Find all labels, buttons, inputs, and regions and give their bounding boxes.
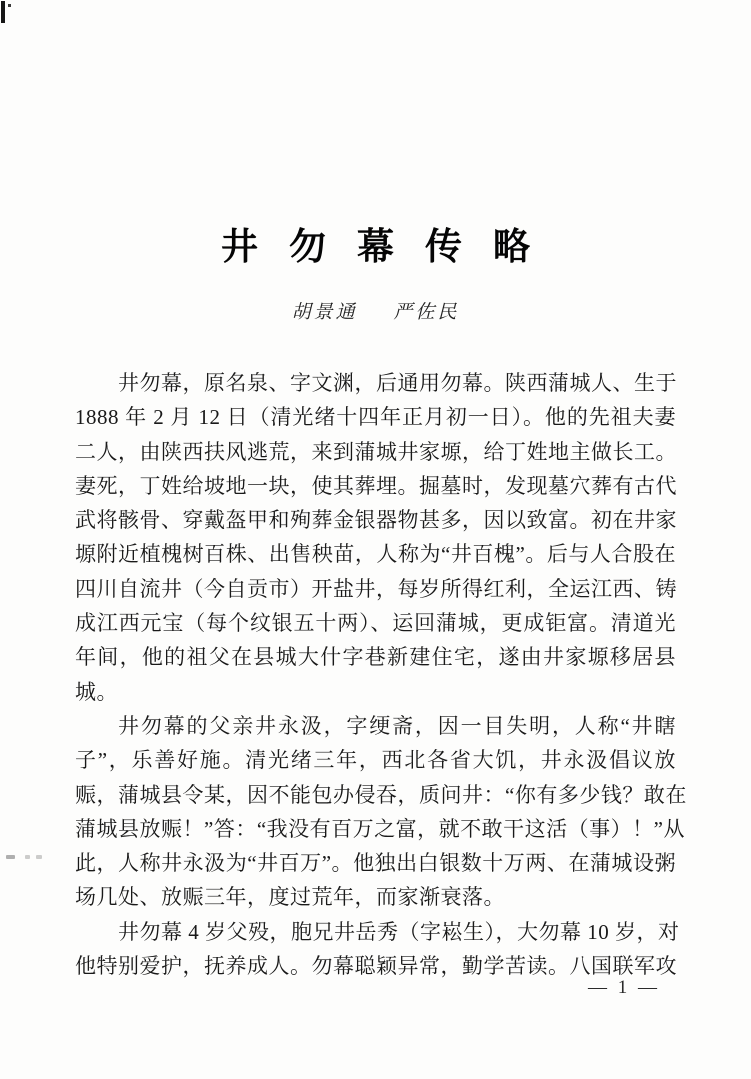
text-line: 城。 bbox=[75, 679, 118, 704]
text-line: 他特别爱护，抚养成人。勿幕聪颖异常，勤学苦读。八国联军攻 bbox=[75, 954, 677, 979]
page-number: — 1 — bbox=[588, 977, 660, 998]
text-line: 井勿幕的父亲井永汲，字绠斋，因一目失明，人称“井瞎 bbox=[118, 713, 676, 738]
text-line: 井勿幕，原名泉、字文渊，后通用勿幕。陕西蒲城人、生于 bbox=[118, 371, 677, 395]
text-line: 年间，他的祖父在县城大什字巷新建住宅，遂由井家塬移居县 bbox=[75, 645, 676, 670]
text-line: 赈，蒲城县令某，因不能包办侵吞，质问井：“你有多少钱？敢在 bbox=[75, 782, 687, 807]
author-name-1: 胡景通 bbox=[291, 302, 358, 323]
text-line: 妻死，丁姓给坡地一块，使其葬埋。掘墓时，发现墓穴葬有古代 bbox=[75, 473, 677, 498]
text-line: 塬附近植槐树百株、出售秧苗，人称为“井百槐”。后与人合股在 bbox=[75, 542, 676, 567]
body-text bbox=[75, 366, 687, 983]
authors-line bbox=[0, 297, 751, 324]
text-line: 蒲城县放赈！”答：“我没有百万之富，就不敢干这活（事）！”从 bbox=[75, 816, 685, 841]
text-line: 子”，乐善好施。清光绪三年，西北各省大饥，井永汲倡议放 bbox=[75, 748, 676, 773]
text-line: 此，人称井永汲为“井百万”。他独出白银数十万两、在蒲城设粥 bbox=[75, 851, 676, 876]
text-line: 场几处、放赈三年，度过荒年，而家渐衰落。 bbox=[75, 885, 505, 910]
text-line: 四川自流井（今自贡市）开盐井，每岁所得红利，全运江西、铸 bbox=[75, 576, 677, 601]
scan-artifact-topleft bbox=[1, 1, 5, 23]
author-name-2: 严佐民 bbox=[393, 302, 460, 323]
scan-artifact-margin bbox=[6, 853, 50, 861]
text-line: 1888 年 2 月 12 日（清光绪十四年正月初一日）。他的先祖夫妻 bbox=[75, 405, 676, 430]
text-line: 二人，由陕西扶风逃荒，来到蒲城井家塬，给丁姓地主做长工。 bbox=[75, 439, 677, 464]
text-line: 井勿幕 4 岁父殁，胞兄井岳秀（字崧生），大勿幕 10 岁，对 bbox=[118, 919, 680, 944]
text-line: 武将骸骨、穿戴盔甲和殉葬金银器物甚多，因以致富。初在井家 bbox=[75, 508, 677, 533]
text-line: 成江西元宝（每个纹银五十两）、运回蒲城，更成钜富。清道光 bbox=[75, 611, 676, 636]
page-title: 井勿幕传略 bbox=[221, 227, 561, 268]
